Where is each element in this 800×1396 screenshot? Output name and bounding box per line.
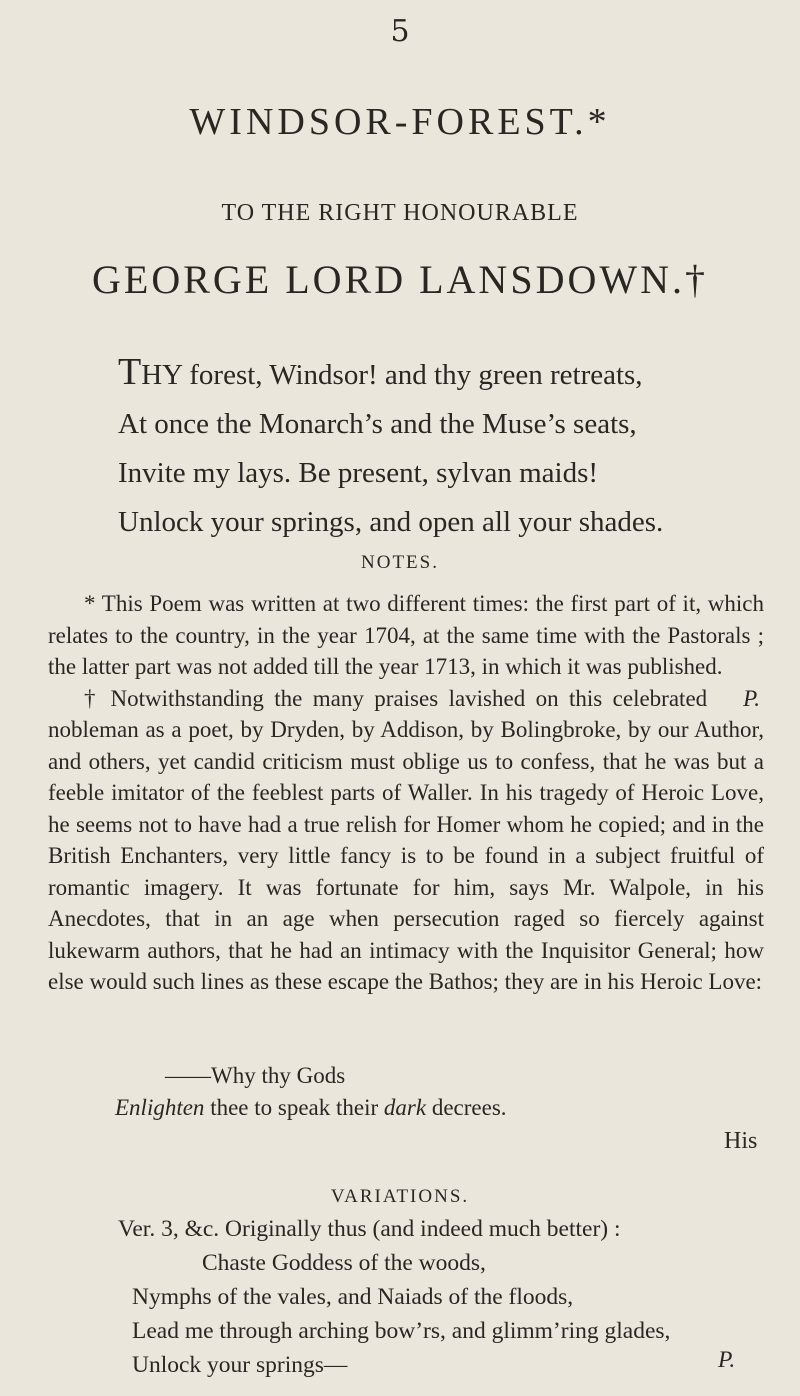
notes-heading: NOTES. bbox=[361, 552, 439, 573]
notes-body bbox=[48, 588, 764, 998]
variations-signature: P. bbox=[718, 1347, 736, 1373]
poem-body bbox=[118, 348, 758, 547]
variation-line: Chaste Goddess of the woods, bbox=[202, 1250, 486, 1276]
note-paragraph: † Notwithstanding the many praises lavished on this celebrated nobleman as a poet, by Dryden, by Addison, by Bolingbroke, by our Author, and others, yet candid criticism must oblige us to confess, that he was but a feeble imitator of the feeblest parts of Waller. In his tragedy of Heroic Love, he seems not to have had a true relish for Homer whom he copied; and in the British Enchanters, very little fancy is to be found in a subject fruitful of romantic imagery. It was fortunate for him, says Mr. Walpole, in his Anecdotes, that in an age when persecution raged so fiercely against lukewarm authors, that he had an intimacy with the Inquisitor General; how else would such lines as these escape the Bathos; they are in his Heroic Love: bbox=[48, 685, 764, 994]
quote-text: decrees. bbox=[426, 1095, 507, 1120]
poem-line bbox=[118, 348, 758, 400]
variations-body bbox=[118, 1212, 768, 1382]
variation-line: Nymphs of the vales, and Naiads of the floods, bbox=[132, 1284, 574, 1310]
quote-italic: Enlighten bbox=[115, 1095, 205, 1120]
dedication-line: TO THE RIGHT HONOURABLE bbox=[221, 200, 579, 226]
quote-line bbox=[115, 1092, 507, 1124]
poem-line-text: HY forest, Windsor! and thy green retreats, bbox=[141, 359, 643, 391]
note-quote bbox=[115, 1060, 507, 1124]
note-paragraph bbox=[48, 588, 764, 711]
catchword: His bbox=[724, 1128, 758, 1154]
variation-line: Lead me through arching bow’rs, and glimm’ring glades, bbox=[132, 1318, 671, 1344]
poem-line: Invite my lays. Be present, sylvan maids! bbox=[118, 457, 599, 489]
poem-title: WINDSOR-FOREST.* bbox=[189, 101, 611, 143]
drop-cap: T bbox=[118, 351, 142, 393]
variations-heading: VARIATIONS. bbox=[330, 1186, 470, 1207]
variation-line: Ver. 3, &c. Originally thus (and indeed much better) : bbox=[118, 1216, 621, 1242]
poem-line: At once the Monarch’s and the Muse’s seats, bbox=[118, 408, 637, 440]
variation-line: Unlock your springs— bbox=[132, 1352, 348, 1378]
quote-line: ——Why thy Gods bbox=[165, 1063, 346, 1088]
poem-line: Unlock your springs, and open all your shades. bbox=[118, 506, 664, 538]
dedicatee-name: GEORGE LORD LANSDOWN.† bbox=[92, 257, 708, 302]
quote-italic: dark bbox=[383, 1095, 427, 1120]
note-signature: P. bbox=[743, 685, 760, 711]
note-text: * This Poem was written at two different times: the first part of it, which relates to the country, in the year 1704, at the same time with the Pastorals ; the latter part was not added till the year 1713, in which it was published. bbox=[48, 591, 764, 679]
quote-text: thee to speak their bbox=[204, 1095, 384, 1120]
page-number: 5 bbox=[390, 14, 410, 49]
